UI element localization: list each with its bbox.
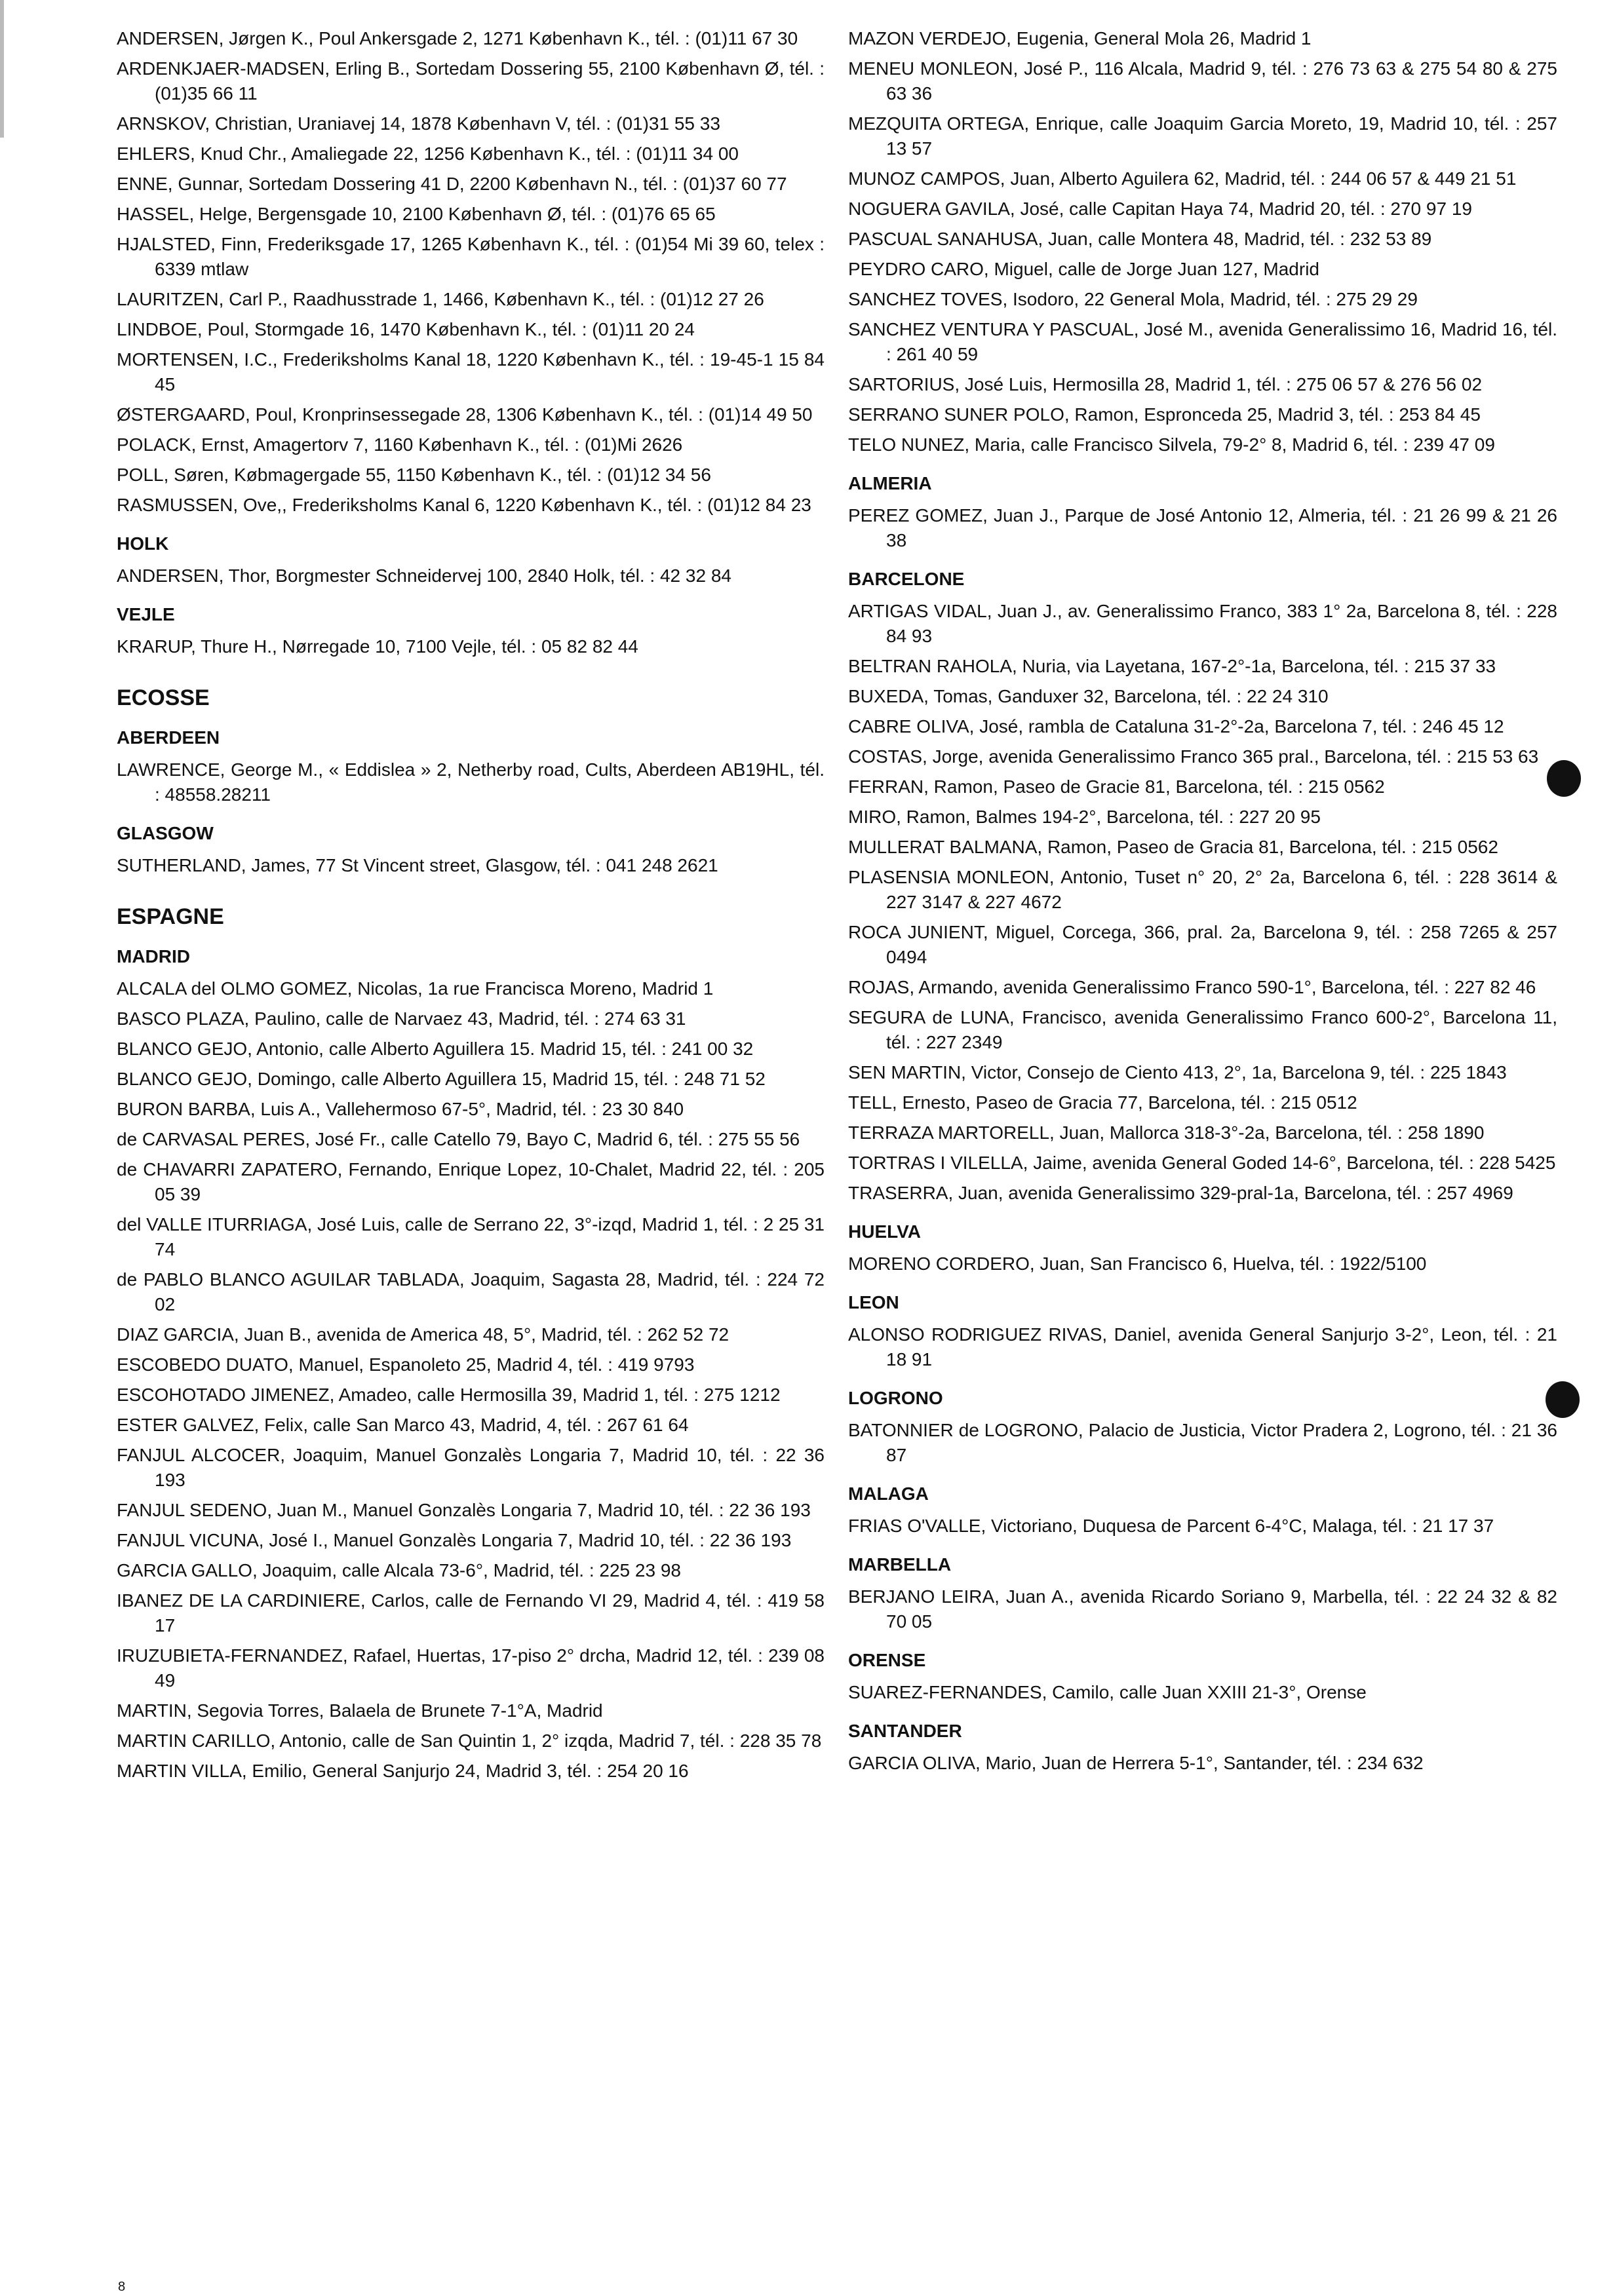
city-heading: ALMERIA (848, 473, 932, 493)
directory-entry: GARCIA GALLO, Joaquim, calle Alcala 73-6°, Madrid, tél. : 225 23 98 (117, 1560, 681, 1580)
directory-entry: EHLERS, Knud Chr., Amaliegade 22, 1256 København K., tél. : (01)11 34 00 (117, 144, 739, 164)
directory-entry: MARTIN VILLA, Emilio, General Sanjurjo 24, Madrid 3, tél. : 254 20 16 (117, 1761, 689, 1781)
directory-entry: LAURITZEN, Carl P., Raadhusstrade 1, 1466, København K., tél. : (01)12 27 26 (117, 289, 764, 309)
directory-entry: MUNOZ CAMPOS, Juan, Alberto Aguilera 62, Madrid, tél. : 244 06 57 & 449 21 51 (848, 168, 1517, 189)
directory-entry: ARTIGAS VIDAL, Juan J., av. Generalissimo Franco, 383 1° 2a, Barcelona 8, tél. : 228 84 93 (848, 601, 1557, 646)
directory-entry: BELTRAN RAHOLA, Nuria, via Layetana, 167-2°-1a, Barcelona, tél. : 215 37 33 (848, 656, 1496, 676)
directory-entry: DIAZ GARCIA, Juan B., avenida de America 48, 5°, Madrid, tél. : 262 52 72 (117, 1324, 730, 1345)
directory-entry: NOGUERA GAVILA, José, calle Capitan Haya 74, Madrid 20, tél. : 270 97 19 (848, 199, 1472, 219)
thumb-index-tab-icon (1547, 760, 1581, 797)
directory-entry: COSTAS, Jorge, avenida Generalissimo Franco 365 pral., Barcelona, tél. : 215 53 63 (848, 746, 1539, 767)
directory-entry: MIRO, Ramon, Balmes 194-2°, Barcelona, tél. : 227 20 95 (848, 807, 1321, 827)
directory-entry: IRUZUBIETA-FERNANDEZ, Rafael, Huertas, 17-piso 2° drcha, Madrid 12, tél. : 239 08 49 (117, 1645, 825, 1691)
city-heading: MADRID (117, 946, 190, 966)
directory-entry: SARTORIUS, José Luis, Hermosilla 28, Madrid 1, tél. : 275 06 57 & 276 56 02 (848, 374, 1483, 394)
directory-entry: PEREZ GOMEZ, Juan J., Parque de José Antonio 12, Almeria, tél. : 21 26 99 & 21 26 38 (848, 505, 1557, 550)
directory-entry: SERRANO SUNER POLO, Ramon, Espronceda 25, Madrid 3, tél. : 253 84 45 (848, 404, 1481, 425)
directory-entry: BUXEDA, Tomas, Ganduxer 32, Barcelona, tél. : 22 24 310 (848, 686, 1329, 706)
directory-entry: ROJAS, Armando, avenida Generalissimo Franco 590-1°, Barcelona, tél. : 227 82 46 (848, 977, 1536, 997)
directory-entry: ESTER GALVEZ, Felix, calle San Marco 43, Madrid, 4, tél. : 267 61 64 (117, 1415, 689, 1435)
directory-entry: ANDERSEN, Thor, Borgmester Schneidervej 100, 2840 Holk, tél. : 42 32 84 (117, 565, 731, 586)
directory-entry: RASMUSSEN, Ove,, Frederiksholms Kanal 6, 1220 København K., tél. : (01)12 84 23 (117, 495, 811, 515)
directory-entry: PLASENSIA MONLEON, Antonio, Tuset n° 20, 2° 2a, Barcelona 6, tél. : 228 3614 & 227 3147 & 227 4672 (848, 867, 1557, 912)
directory-entry: ARNSKOV, Christian, Uraniavej 14, 1878 København V, tél. : (01)31 55 33 (117, 113, 720, 134)
directory-entry: BATONNIER de LOGRONO, Palacio de Justicia, Victor Pradera 2, Logrono, tél. : 21 36 87 (848, 1420, 1557, 1465)
directory-entry: TELL, Ernesto, Paseo de Gracia 77, Barcelona, tél. : 215 0512 (848, 1092, 1357, 1113)
binding-edge-mark (0, 0, 4, 138)
directory-entry: FANJUL SEDENO, Juan M., Manuel Gonzalès Longaria 7, Madrid 10, tél. : 22 36 193 (117, 1500, 811, 1520)
directory-entry: SEN MARTIN, Victor, Consejo de Ciento 413, 2°, 1a, Barcelona 9, tél. : 225 1843 (848, 1062, 1507, 1082)
directory-entry: MORTENSEN, I.C., Frederiksholms Kanal 18, 1220 København K., tél. : 19-45-1 15 84 45 (117, 349, 825, 394)
city-heading: HOLK (117, 533, 169, 554)
directory-entry: LAWRENCE, George M., « Eddislea » 2, Netherby road, Cults, Aberdeen AB19HL, tél. : 48558.28211 (117, 759, 825, 805)
directory-entry: ENNE, Gunnar, Sortedam Dossering 41 D, 2200 København N., tél. : (01)37 60 77 (117, 174, 787, 194)
directory-entry: HASSEL, Helge, Bergensgade 10, 2100 København Ø, tél. : (01)76 65 65 (117, 204, 716, 224)
directory-entry: BLANCO GEJO, Domingo, calle Alberto Aguillera 15, Madrid 15, tél. : 248 71 52 (117, 1069, 766, 1089)
directory-entry: ALCALA del OLMO GOMEZ, Nicolas, 1a rue Francisca Moreno, Madrid 1 (117, 978, 714, 999)
directory-entry: POLACK, Ernst, Amagertorv 7, 1160 København K., tél. : (01)Mi 2626 (117, 434, 683, 455)
country-heading: ESPAGNE (117, 904, 224, 929)
city-heading: MARBELLA (848, 1554, 952, 1575)
directory-entry: ALONSO RODRIGUEZ RIVAS, Daniel, avenida General Sanjurjo 3-2°, Leon, tél. : 21 18 91 (848, 1324, 1557, 1369)
directory-entry: CABRE OLIVA, José, rambla de Cataluna 31-2°-2a, Barcelona 7, tél. : 246 45 12 (848, 716, 1504, 737)
city-heading: LEON (848, 1292, 899, 1312)
directory-entry: ARDENKJAER-MADSEN, Erling B., Sortedam Dossering 55, 2100 København Ø, tél. : (01)35 66 11 (117, 58, 825, 104)
right-column (848, 26, 1557, 1781)
city-heading: MALAGA (848, 1483, 929, 1504)
directory-entry: BERJANO LEIRA, Juan A., avenida Ricardo Soriano 9, Marbella, tél. : 22 24 32 & 82 70 05 (848, 1586, 1557, 1632)
directory-entry: SANCHEZ VENTURA Y PASCUAL, José M., avenida Generalissimo 16, Madrid 16, tél. : 261 40 59 (848, 319, 1557, 364)
directory-entry: IBANEZ DE LA CARDINIERE, Carlos, calle de Fernando VI 29, Madrid 4, tél. : 419 58 17 (117, 1590, 825, 1636)
left-column (117, 26, 825, 1789)
city-heading: ORENSE (848, 1650, 926, 1670)
directory-entry: de CHAVARRI ZAPATERO, Fernando, Enrique Lopez, 10-Chalet, Madrid 22, tél. : 205 05 39 (117, 1159, 825, 1204)
directory-entry: SANCHEZ TOVES, Isodoro, 22 General Mola, Madrid, tél. : 275 29 29 (848, 289, 1418, 309)
directory-entry: MENEU MONLEON, José P., 116 Alcala, Madrid 9, tél. : 276 73 63 & 275 54 80 & 275 63 36 (848, 58, 1557, 104)
directory-entry: HJALSTED, Finn, Frederiksgade 17, 1265 København K., tél. : (01)54 Mi 39 60, telex : 6339 mtlaw (117, 234, 825, 279)
directory-entry: ØSTERGAARD, Poul, Kronprinsessegade 28, 1306 København K., tél. : (01)14 49 50 (117, 404, 813, 425)
directory-entry: BLANCO GEJO, Antonio, calle Alberto Aguillera 15. Madrid 15, tél. : 241 00 32 (117, 1039, 754, 1059)
directory-entry: SUTHERLAND, James, 77 St Vincent street, Glasgow, tél. : 041 248 2621 (117, 855, 718, 875)
directory-entry: ESCOBEDO DUATO, Manuel, Espanoleto 25, Madrid 4, tél. : 419 9793 (117, 1354, 695, 1375)
directory-entry: de PABLO BLANCO AGUILAR TABLADA, Joaquim, Sagasta 28, Madrid, tél. : 224 72 02 (117, 1269, 825, 1314)
page-number: 8 (118, 2280, 126, 2294)
directory-entry: FERRAN, Ramon, Paseo de Gracie 81, Barcelona, tél. : 215 0562 (848, 776, 1385, 797)
city-heading: SANTANDER (848, 1721, 962, 1741)
directory-entry: MARTIN, Segovia Torres, Balaela de Brunete 7-1°A, Madrid (117, 1700, 603, 1721)
directory-entry: GARCIA OLIVA, Mario, Juan de Herrera 5-1°, Santander, tél. : 234 632 (848, 1753, 1424, 1773)
directory-entry: TORTRAS I VILELLA, Jaime, avenida General Goded 14-6°, Barcelona, tél. : 228 5425 (848, 1153, 1556, 1173)
directory-entry: LINDBOE, Poul, Stormgade 16, 1470 København K., tél. : (01)11 20 24 (117, 319, 695, 339)
directory-entry: del VALLE ITURRIAGA, José Luis, calle de Serrano 22, 3°-izqd, Madrid 1, tél. : 2 25 31 74 (117, 1214, 825, 1259)
directory-entry: de CARVASAL PERES, José Fr., calle Catello 79, Bayo C, Madrid 6, tél. : 275 55 56 (117, 1129, 800, 1149)
directory-entry: MULLERAT BALMANA, Ramon, Paseo de Gracia 81, Barcelona, tél. : 215 0562 (848, 837, 1498, 857)
thumb-index-tab-icon (1546, 1381, 1580, 1418)
directory-entry: FRIAS O'VALLE, Victoriano, Duquesa de Parcent 6-4°C, Malaga, tél. : 21 17 37 (848, 1516, 1494, 1536)
directory-entry: ESCOHOTADO JIMENEZ, Amadeo, calle Hermosilla 39, Madrid 1, tél. : 275 1212 (117, 1385, 781, 1405)
directory-entry: MEZQUITA ORTEGA, Enrique, calle Joaquim Garcia Moreto, 19, Madrid 10, tél. : 257 13 57 (848, 113, 1557, 159)
directory-entry: KRARUP, Thure H., Nørregade 10, 7100 Vejle, tél. : 05 82 82 44 (117, 636, 638, 657)
directory-entry: PASCUAL SANAHUSA, Juan, calle Montera 48, Madrid, tél. : 232 53 89 (848, 229, 1432, 249)
directory-entry: MARTIN CARILLO, Antonio, calle de San Quintin 1, 2° izqda, Madrid 7, tél. : 228 35 78 (117, 1731, 822, 1751)
city-heading: BARCELONE (848, 569, 965, 589)
directory-entry: BASCO PLAZA, Paulino, calle de Narvaez 43, Madrid, tél. : 274 63 31 (117, 1008, 686, 1029)
directory-entry: ANDERSEN, Jørgen K., Poul Ankersgade 2, 1271 København K., tél. : (01)11 67 30 (117, 28, 798, 48)
city-heading: HUELVA (848, 1221, 921, 1242)
directory-entry: ROCA JUNIENT, Miguel, Corcega, 366, pral. 2a, Barcelona 9, tél. : 258 7265 & 257 0494 (848, 922, 1557, 967)
directory-entry: SEGURA de LUNA, Francisco, avenida Generalissimo Franco 600-2°, Barcelona 11, tél. : 227 2349 (848, 1007, 1557, 1052)
city-heading: LOGRONO (848, 1388, 943, 1408)
directory-entry: TRASERRA, Juan, avenida Generalissimo 329-pral-1a, Barcelona, tél. : 257 4969 (848, 1183, 1513, 1203)
directory-entry: FANJUL VICUNA, José I., Manuel Gonzalès Longaria 7, Madrid 10, tél. : 22 36 193 (117, 1530, 792, 1550)
directory-entry: FANJUL ALCOCER, Joaquim, Manuel Gonzalès Longaria 7, Madrid 10, tél. : 22 36 193 (117, 1445, 825, 1490)
city-heading: ABERDEEN (117, 727, 220, 748)
directory-entry: PEYDRO CARO, Miguel, calle de Jorge Juan 127, Madrid (848, 259, 1319, 279)
directory-entry: TERRAZA MARTORELL, Juan, Mallorca 318-3°-2a, Barcelona, tél. : 258 1890 (848, 1122, 1485, 1143)
city-heading: GLASGOW (117, 823, 214, 843)
city-heading: VEJLE (117, 604, 175, 624)
directory-entry: MORENO CORDERO, Juan, San Francisco 6, Huelva, tél. : 1922/5100 (848, 1253, 1427, 1274)
directory-entry: BURON BARBA, Luis A., Vallehermoso 67-5°, Madrid, tél. : 23 30 840 (117, 1099, 684, 1119)
directory-entry: MAZON VERDEJO, Eugenia, General Mola 26, Madrid 1 (848, 28, 1312, 48)
country-heading: ECOSSE (117, 685, 210, 710)
directory-entry: POLL, Søren, Købmagergade 55, 1150 København K., tél. : (01)12 34 56 (117, 465, 711, 485)
directory-entry: SUAREZ-FERNANDES, Camilo, calle Juan XXIII 21-3°, Orense (848, 1682, 1367, 1702)
directory-entry: TELO NUNEZ, Maria, calle Francisco Silvela, 79-2° 8, Madrid 6, tél. : 239 47 09 (848, 434, 1495, 455)
